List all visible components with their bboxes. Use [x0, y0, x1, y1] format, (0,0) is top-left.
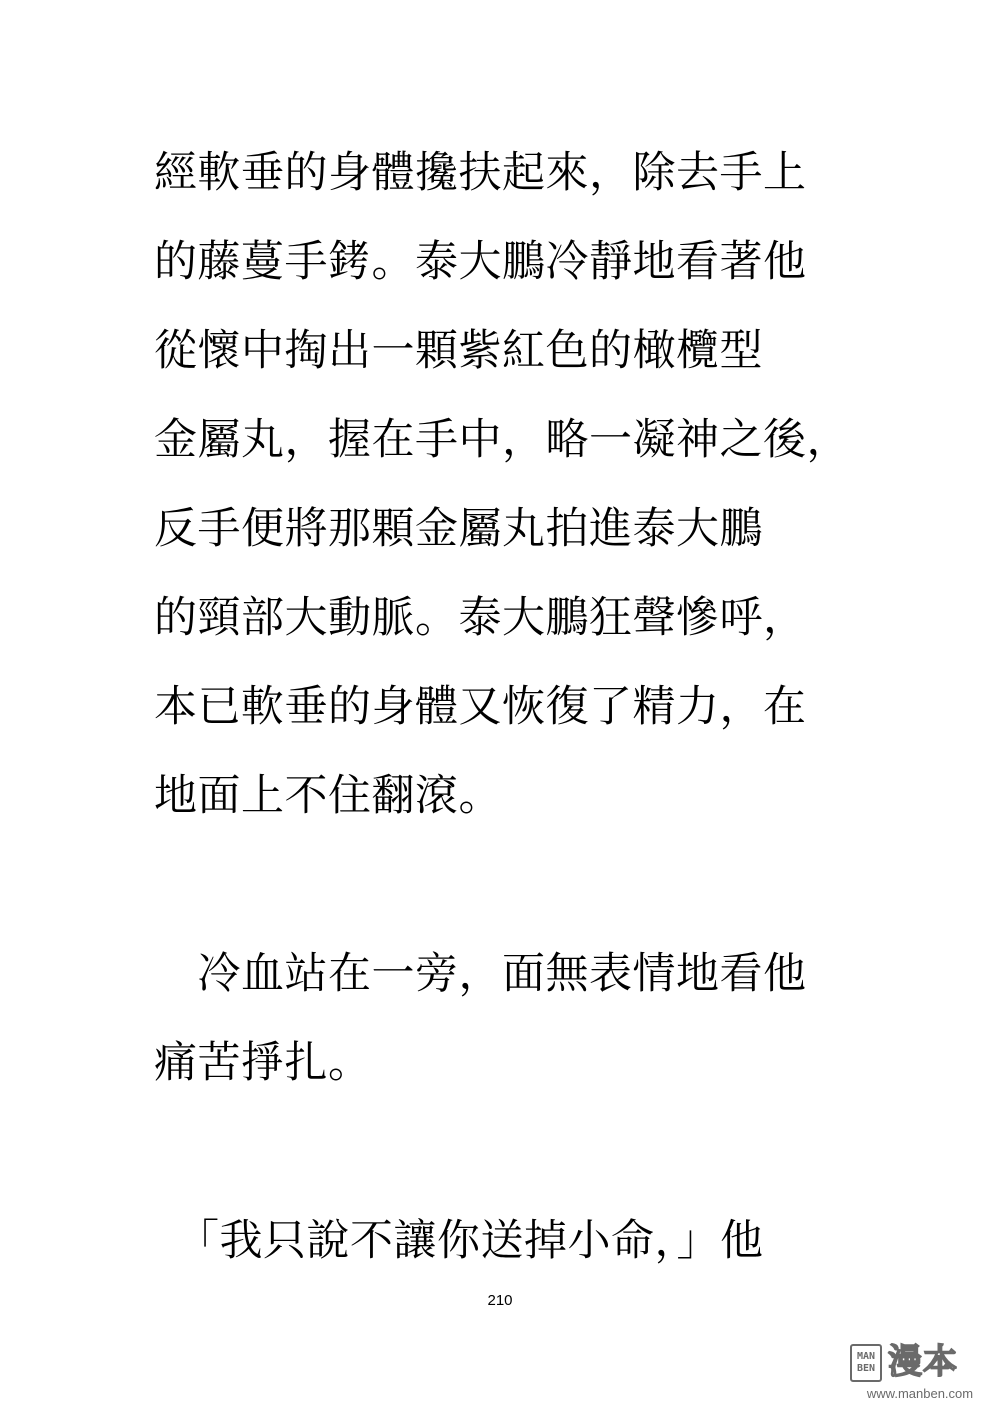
text-line: 經軟垂的身體攙扶起來，除去手上	[154, 148, 807, 198]
paragraph-gap	[154, 1119, 854, 1208]
text-line: 本已軟垂的身體又恢復了精力，在	[154, 682, 807, 732]
paragraph-gap	[154, 852, 854, 941]
text-line: 反手便將那顆金屬丸拍進泰大鵬	[154, 504, 763, 554]
text-line: 痛苦掙扎。	[154, 1038, 372, 1088]
body-text	[154, 140, 854, 1297]
text-line: 地面上不住翻滾。	[154, 771, 502, 821]
text-line: 的頸部大動脈。泰大鵬狂聲慘呼，	[154, 593, 807, 643]
watermark-badge-bottom: BEN	[856, 1363, 876, 1374]
text-line: 「我只說不讓你送掉小命，」他	[154, 1216, 764, 1266]
text-line: 冷血站在一旁，面無表情地看他	[154, 949, 807, 999]
watermark-url: www.manben.com	[866, 1386, 974, 1401]
watermark-badge	[850, 1344, 882, 1382]
watermark-badge-top: MAN	[856, 1351, 876, 1362]
text-line: 的藤蔓手銬。泰大鵬冷靜地看著他	[154, 237, 807, 287]
watermark-logo	[850, 1342, 990, 1406]
page-number: 210	[487, 1292, 513, 1309]
watermark-name: 漫本	[888, 1342, 958, 1382]
text-line: 從懷中掏出一顆紫紅色的橄欖型	[154, 326, 763, 376]
text-line: 金屬丸，握在手中，略一凝神之後，	[154, 415, 850, 465]
